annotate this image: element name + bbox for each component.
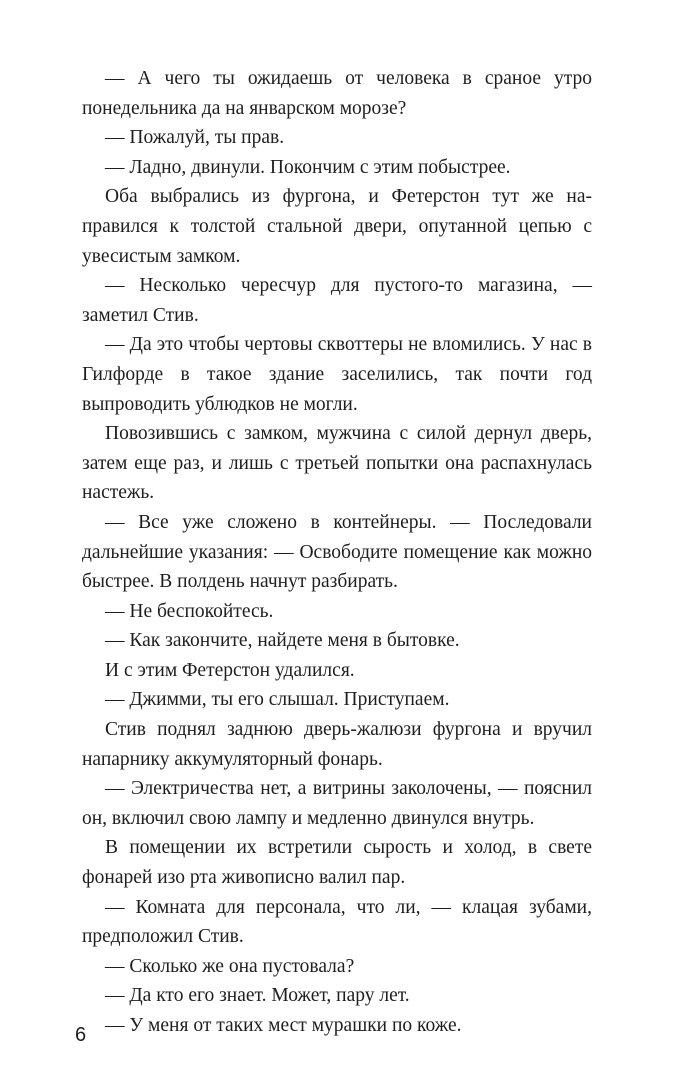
- paragraph: — Комната для персонала, что ли, — клацая зубами, предположил Стив.: [82, 896, 592, 948]
- paragraph: — Да кто его знает. Может, пару лет.: [105, 985, 410, 1007]
- paragraph: — Все уже сложено в контейнеры. — Последовали дальнейшие указания: — Освободите помещение как можно быстрее. В полдень начнут разбирать.: [82, 511, 592, 593]
- paragraph: — Пожалуй, ты прав.: [105, 127, 285, 149]
- paragraph: Повозившись с замком, мужчина с силой дернул дверь, затем еще раз, и лишь с третьей попытки она распахнулась настежь.: [82, 423, 592, 504]
- paragraph: — Не беспокойтесь.: [105, 600, 274, 622]
- body-text: [82, 64, 592, 1041]
- paragraph: — Джимми, ты его слышал. Приступаем.: [105, 689, 450, 711]
- page-number: 6: [75, 1024, 87, 1046]
- paragraph: Стив поднял заднюю дверь-жалюзи фургона и вручил напарнику аккумуляторный фонарь.: [82, 719, 592, 770]
- paragraph: В помещении их встретили сырость и холод, в свете фонарей изо рта живописно валил пар.: [82, 837, 592, 889]
- paragraph: — У меня от таких мест мурашки по коже.: [105, 1015, 462, 1036]
- paragraph: — Как закончите, найдете меня в бытовке.: [105, 630, 460, 652]
- paragraph: — Сколько же она пустовала?: [105, 955, 355, 977]
- paragraph: — Несколько чересчур для пустого-то магазина, — заметил Стив.: [82, 275, 592, 326]
- paragraph: — А чего ты ожидаешь от человека в сраное утро понедельника да на январском морозе?: [82, 68, 592, 119]
- paragraph: — Да это чтобы чертовы сквоттеры не вломились. У нас в Гилфорде в такое здание заселились, так почти год выпроводить ублюдков не могли.: [82, 334, 592, 415]
- paragraph: — Электричества нет, а витрины заколочены, — пояснил он, включил свою лампу и медленно двинулся внутрь.: [82, 778, 592, 829]
- paragraph: И с этим Фетерстон удалился.: [105, 659, 355, 681]
- paragraph: — Ладно, двинули. Покончим с этим побыстрее.: [105, 156, 511, 178]
- paragraph: Оба выбрались из фургона, и Фетерстон тут же направился к толстой стальной двери, опутанной цепью с увесистым замком.: [82, 186, 592, 267]
